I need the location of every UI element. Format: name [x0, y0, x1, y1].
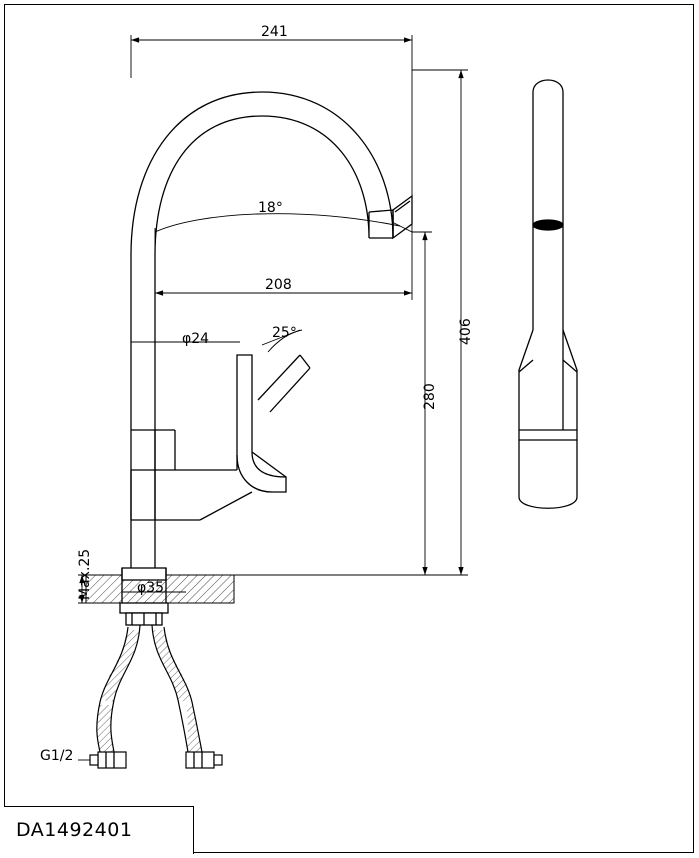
- dimension-label-spout-outlet-reach: 208: [265, 277, 292, 293]
- dimension-label-handle-angle: 25°: [272, 325, 297, 341]
- dimension-lines: [78, 35, 468, 760]
- part-code: DA1492401: [16, 819, 133, 841]
- dimension-label-overall-reach: 241: [261, 24, 288, 40]
- dimension-label-inlet-thread: G1/2: [40, 748, 74, 764]
- dimension-label-mounting-hole-diameter: φ35: [137, 580, 165, 596]
- front-view-geometry: [86, 92, 412, 768]
- dimension-label-spout-tip-angle: 18°: [258, 200, 283, 216]
- dimension-label-max-deck-thickness: Max.25: [77, 548, 93, 600]
- dimension-label-spout-height: 280: [422, 383, 438, 410]
- dimension-label-overall-height: 406: [458, 318, 474, 345]
- dimension-label-body-diameter: φ24: [182, 331, 210, 347]
- side-view-geometry: [519, 80, 577, 508]
- title-block: [4, 806, 194, 854]
